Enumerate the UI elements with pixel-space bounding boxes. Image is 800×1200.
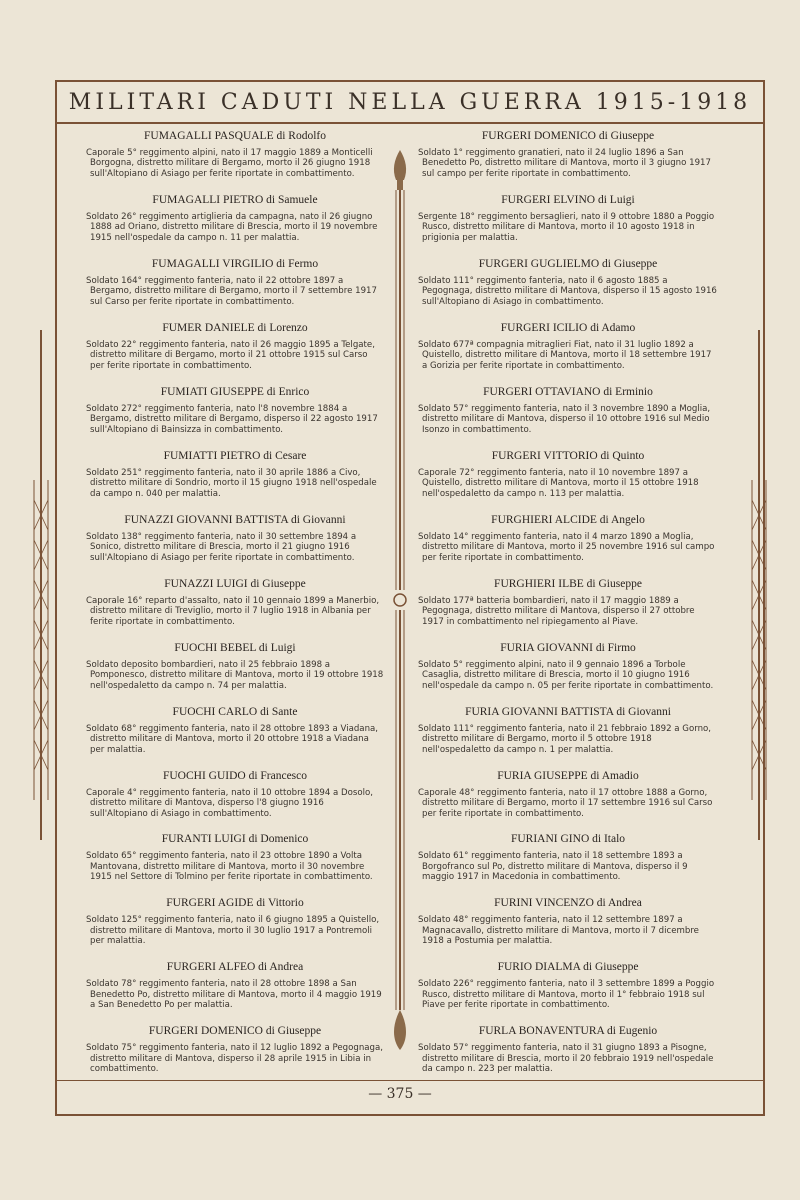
- entry-name: FURIA GIOVANNI BATTISTA di Giovanni: [465, 705, 671, 718]
- entry-name: FURGERI GUGLIELMO di Giuseppe: [478, 257, 658, 270]
- entry-name: FURGERI VITTORIO di Quinto: [491, 449, 645, 462]
- right-column: [418, 130, 718, 1075]
- entry-name: FUNAZZI LUIGI di Giuseppe: [164, 577, 306, 590]
- entry-name: FURIO DIALMA di Giuseppe: [497, 961, 639, 974]
- entry: [418, 514, 718, 563]
- entry: [86, 514, 384, 563]
- entry: [418, 578, 718, 627]
- entry-text: Soldato 272° reggimento fanteria, nato l'8 novembre 1884 a Bergamo, distretto militare di Bergamo, disperso il 22 agosto 1917 sull'Altopiano di Bainsizza in combattimento.: [86, 403, 378, 435]
- entry: [86, 642, 384, 691]
- entry: [418, 450, 718, 499]
- entry: [86, 1025, 384, 1074]
- entry: [418, 386, 718, 435]
- left-pillar-ornament-icon: [30, 330, 52, 840]
- entry-text: Soldato 111° reggimento fanteria, nato il 21 febbraio 1892 a Gorno, distretto militare di Bergamo, morto il 5 ottobre 1918 nell'ospedaletto da campo n. 1 per malattia.: [418, 723, 712, 755]
- entry-name: FURGERI AGIDE di Vittorio: [166, 897, 304, 910]
- entry-text: Soldato 164° reggimento fanteria, nato il 22 ottobre 1897 a Bergamo, distretto militare di Bergamo, morto il 7 settembre 1917 sul Carso per ferite riportate in combattimento.: [86, 275, 377, 307]
- entry: [86, 194, 384, 243]
- entry-text: Soldato 78° reggimento fanteria, nato il 28 ottobre 1898 a San Benedetto Po, distretto militare di Mantova, morto il 4 maggio 1919 a San Benedetto Po per malattia.: [86, 979, 382, 1011]
- entry: [86, 130, 384, 179]
- entry-name: FUMAGALLI PASQUALE di Rodolfo: [144, 130, 326, 142]
- entry-text: Soldato 57° reggimento fanteria, nato il 3 novembre 1890 a Moglia, distretto militare di Mantova, disperso il 10 ottobre 1916 sul Medio Isonzo in combattimento.: [418, 403, 711, 435]
- entry-text: Soldato 5° reggimento alpini, nato il 9 gennaio 1896 a Torbole Casaglia, distretto militare di Brescia, morto il 10 giugno 1916 nell'ospedale da campo n. 05 per ferite riportate in combattimento.: [418, 659, 714, 691]
- entry: [418, 833, 718, 882]
- entry-name: FURIANI GINO di Italo: [510, 833, 626, 846]
- entry-name: FUOCHI GUIDO di Francesco: [162, 769, 308, 782]
- entry-text: Soldato 75° reggimento fanteria, nato il 12 luglio 1892 a Pegognaga, distretto militare di Mantova, disperso il 28 aprile 1915 in Libia in combattimento.: [86, 1043, 383, 1075]
- entry-text: Caporale 5° reggimento alpini, nato il 17 maggio 1889 a Monticelli Borgogna, distretto militare di Bergamo, morto il 26 giugno 1918 sull'Altopiano di Asiago per ferite riportate in combattimento.: [86, 148, 373, 179]
- right-pillar-ornament-icon: [748, 330, 770, 840]
- entry-text: Soldato 111° reggimento fanteria, nato il 6 agosto 1885 a Pegognaga, distretto militare di Mantova, disperso il 15 agosto 1916 sull'Altopiano di Asiago in combattimento.: [418, 275, 717, 307]
- center-torch-ornament-icon: [390, 150, 410, 1050]
- entry-name: FUOCHI CARLO di Sante: [172, 705, 298, 718]
- entry-text: Caporale 16° reparto d'assalto, nato il 10 gennaio 1899 a Manerbio, distretto militare di Treviglio, morto il 7 luglio 1918 in Albania per ferite riportate in combattimento.: [86, 595, 380, 627]
- entry: [418, 961, 718, 1010]
- entry-text: Soldato 138° reggimento fanteria, nato il 30 settembre 1894 a Sonico, distretto militare di Brescia, morto il 21 giugno 1916 sull'Altopiano di Asiago per ferite riportate in combattimento.: [86, 531, 357, 563]
- entry-name: FUNAZZI GIOVANNI BATTISTA di Giovanni: [124, 513, 346, 526]
- entry-text: Soldato 26° reggimento artiglieria da campagna, nato il 26 giugno 1888 ad Oriano, distretto militare di Brescia, morto il 19 novembre 1915 nell'ospedale da campo n. 11 per malattia.: [86, 211, 378, 243]
- entry-name: FUMAGALLI PIETRO di Samuele: [152, 193, 318, 206]
- entry: [86, 770, 384, 819]
- entry-text: Soldato 226° reggimento fanteria, nato il 3 settembre 1899 a Poggio Rusco, distretto militare di Mantova, morto il 1° febbraio 1918 sul Piave per ferite riportate in combattimento.: [418, 979, 715, 1011]
- entry: [418, 258, 718, 307]
- entry-text: Soldato 65° reggimento fanteria, nato il 23 ottobre 1890 a Volta Mantovana, distretto militare di Mantova, morto il 30 novembre 1915 nel Settore di Tolmino per ferite riportate in combattimento.: [86, 851, 373, 883]
- entry-name: FURANTI LUIGI di Domenico: [161, 833, 309, 846]
- entry-text: Soldato 14° reggimento fanteria, nato il 4 marzo 1890 a Moglia, distretto militare di Mantova, morto il 25 novembre 1916 sul campo per ferite riportate in combattimento.: [418, 531, 715, 563]
- entry-name: FURGERI ICILIO di Adamo: [500, 321, 636, 334]
- entry: [86, 578, 384, 627]
- entry-name: FUMER DANIELE di Lorenzo: [162, 321, 308, 334]
- entry-text: Soldato 177ª batteria bombardieri, nato il 17 maggio 1889 a Pegognaga, distretto militare di Mantova, disperso il 27 ottobre 1917 in combattimento nel ripiegamento al Piave.: [418, 595, 695, 627]
- entry-name: FURLA BONAVENTURA di Eugenio: [478, 1025, 658, 1038]
- entry: [86, 897, 384, 946]
- entry-text: Caporale 4° reggimento fanteria, nato il 10 ottobre 1894 a Dosolo, distretto militare di Mantova, disperso l'8 giugno 1916 sull'Altopiano di Asiago in combattimento.: [86, 787, 374, 819]
- entry-text: Soldato 68° reggimento fanteria, nato il 28 ottobre 1893 a Viadana, distretto militare di Mantova, morto il 20 ottobre 1918 a Viadana per malattia.: [86, 723, 379, 755]
- entry: [86, 450, 384, 499]
- entry-text: Caporale 72° reggimento fanteria, nato il 10 novembre 1897 a Quistello, distretto militare di Mantova, morto il 15 ottobre 1918 nell'ospedaletto da campo n. 113 per malattia.: [418, 467, 699, 499]
- entry-name: FURGHIERI ALCIDE di Angelo: [491, 513, 645, 526]
- entry-name: FURGERI DOMENICO di Giuseppe: [481, 130, 655, 142]
- entry-name: FUMAGALLI VIRGILIO di Fermo: [151, 257, 319, 270]
- entry-text: Soldato 251° reggimento fanteria, nato il 30 aprile 1886 a Civo, distretto militare di Sondrio, morto il 15 giugno 1918 nell'ospedale da campo n. 040 per malattia.: [86, 467, 377, 499]
- entry-name: FURIA GIUSEPPE di Amadio: [497, 769, 639, 782]
- entry: [418, 194, 718, 243]
- entry-text: Soldato 22° reggimento fanteria, nato il 26 maggio 1895 a Telgate, distretto militare di Bergamo, morto il 21 ottobre 1915 sul Carso per ferite riportate in combattimento.: [86, 339, 375, 371]
- entry: [418, 770, 718, 819]
- entry-name: FUOCHI BEBEL di Luigi: [174, 641, 296, 654]
- entry-text: Soldato 48° reggimento fanteria, nato il 12 settembre 1897 a Magnacavallo, distretto militare di Mantova, morto il 7 dicembre 1918 a Postumia per malattia.: [418, 915, 699, 947]
- left-column: [86, 130, 384, 1075]
- entry-text: Soldato deposito bombardieri, nato il 25 febbraio 1898 a Pomponesco, distretto militare di Mantova, morto il 19 ottobre 1918 nell'ospedaletto da campo n. 74 per malattia.: [86, 659, 384, 691]
- footer-rule: [57, 1080, 763, 1081]
- entry: [418, 130, 718, 179]
- entry-name: FURGERI DOMENICO di Giuseppe: [148, 1025, 322, 1038]
- entry-text: Caporale 48° reggimento fanteria, nato il 17 ottobre 1888 a Gorno, distretto militare di Bergamo, morto il 17 settembre 1916 sul Carso per ferite riportate in combattimento.: [418, 787, 713, 819]
- entry: [86, 386, 384, 435]
- entry: [86, 258, 384, 307]
- entry-name: FURGERI ELVINO di Luigi: [501, 193, 635, 206]
- entry-text: Soldato 57° reggimento fanteria, nato il 31 giugno 1893 a Pisogne, distretto militare di Brescia, morto il 20 febbraio 1919 nell'ospedale da campo n. 223 per malattia.: [418, 1043, 714, 1075]
- entry-name: FUMIATTI PIETRO di Cesare: [163, 449, 307, 462]
- entry-name: FUMIATI GIUSEPPE di Enrico: [160, 385, 310, 398]
- entry: [86, 961, 384, 1010]
- entry-name: FURGHIERI ILBE di Giuseppe: [494, 577, 642, 590]
- entry-text: Soldato 677ª compagnia mitraglieri Fiat, nato il 31 luglio 1892 a Quistello, distretto militare di Mantova, morto il 18 settembre 1917 a Gorizia per ferite riportate in combattimento.: [418, 339, 712, 371]
- entry-name: FURGERI ALFEO di Andrea: [166, 961, 304, 974]
- entry: [418, 642, 718, 691]
- entry-text: Sergente 18° reggimento bersaglieri, nato il 9 ottobre 1880 a Poggio Rusco, distretto militare di Mantova, morto il 10 agosto 1918 in prigionia per malattia.: [418, 211, 715, 243]
- entry: [418, 1025, 718, 1074]
- entry: [418, 897, 718, 946]
- page-number: — 375 —: [368, 1086, 432, 1102]
- entry-name: FURIA GIOVANNI di Firmo: [500, 641, 636, 654]
- entry-text: Soldato 125° reggimento fanteria, nato il 6 giugno 1895 a Quistello, distretto militare di Mantova, morto il 30 luglio 1917 a Pontremoli per malattia.: [86, 915, 380, 947]
- entry-name: FURINI VINCENZO di Andrea: [494, 897, 642, 910]
- entry: [86, 706, 384, 755]
- entry: [418, 322, 718, 371]
- page-title: MILITARI CADUTI NELLA GUERRA 1915-1918: [57, 82, 763, 124]
- entry-text: Soldato 61° reggimento fanteria, nato il 18 settembre 1893 a Borgofranco sul Po, distretto militare di Mantova, disperso il 9 maggio 1917 in Macedonia in combattimento.: [418, 851, 688, 883]
- entry: [418, 706, 718, 755]
- entry: [86, 833, 384, 882]
- entry-text: Soldato 1° reggimento granatieri, nato il 24 luglio 1896 a San Benedetto Po, distretto militare di Mantova, morto il 3 giugno 1917 sul campo per ferite riportate in combattimento.: [418, 148, 711, 179]
- entry-name: FURGERI OTTAVIANO di Erminio: [483, 385, 653, 398]
- entry: [86, 322, 384, 371]
